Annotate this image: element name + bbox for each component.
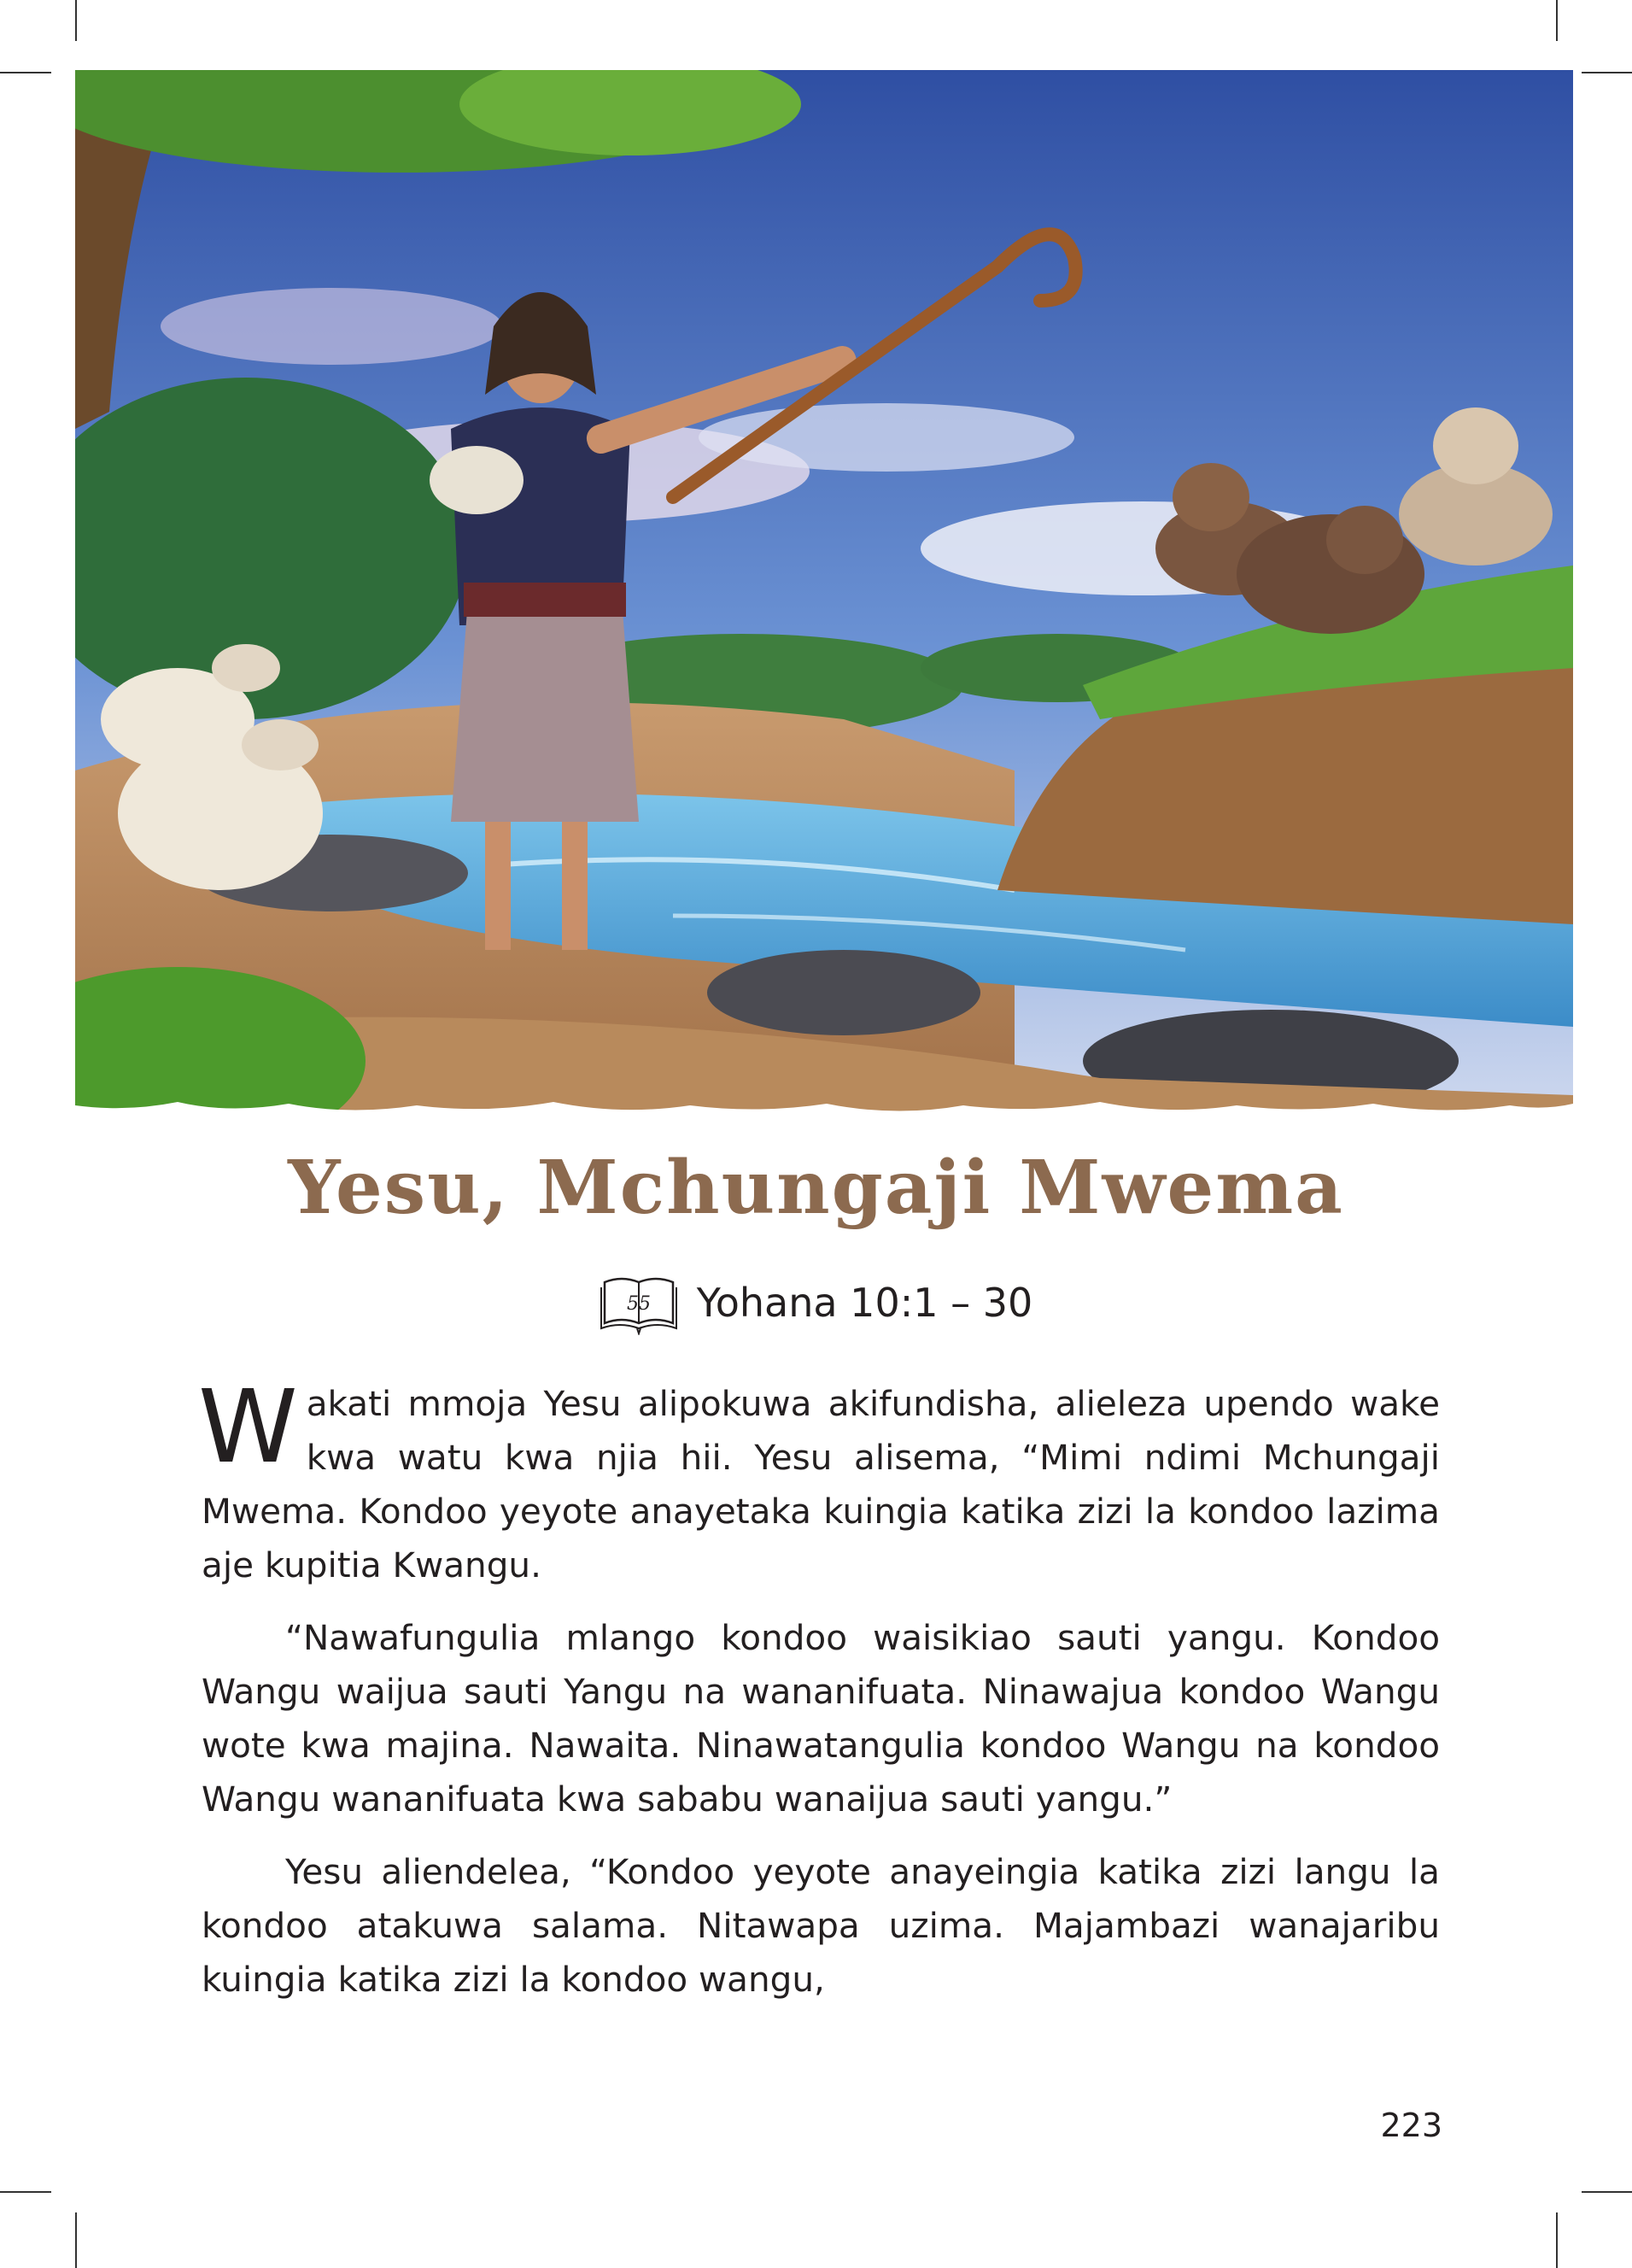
shepherd-scene-image [75, 70, 1573, 1121]
bible-book-icon [600, 1270, 678, 1335]
crop-mark [0, 2191, 51, 2193]
story-illustration [75, 70, 1573, 1121]
crop-mark [1582, 2191, 1632, 2193]
crop-mark [75, 2212, 77, 2268]
paragraph [198, 1368, 1440, 1592]
paragraph-text: akati mmoja Yesu alipokuwa akifundisha, alieleza upendo wake kwa watu kwa njia hii. Yesu alisema, “Mimi ndimi Mchungaji Mwema. Kondoo yeyote anayetaka kuingia katika zizi la kondoo lazima aje kupitia Kwangu. [202, 1383, 1440, 1585]
crop-mark [75, 0, 77, 41]
crop-mark [1556, 2212, 1558, 2268]
paragraph: Yesu aliendelea, “Kondoo yeyote anayeingia katika zizi langu la kondoo atakuwa salama. Nitawapa uzima. Majambazi wanajaribu kuingia katika zizi la kondoo wangu, [202, 1851, 1440, 2000]
crop-mark [1582, 72, 1632, 73]
reference-text: Yohana 10:1 – 30 [696, 1280, 1033, 1326]
chapter-badge: 55 [626, 1293, 651, 1315]
page-number: 223 [1380, 2107, 1442, 2144]
crop-mark [1556, 0, 1558, 41]
crop-mark [0, 72, 51, 73]
story-title: Yesu, Mchungaji Mwema [288, 1145, 1344, 1231]
story-body [198, 1368, 1440, 2025]
paragraph: “Nawafungulia mlango kondoo waisikiao sauti yangu. Kondoo Wangu waijua sauti Yangu na wananifuata. Ninawajua kondoo Wangu wote kwa majina. Nawaita. Ninawatangulia kondoo Wangu na kondoo Wangu wananifuata kwa sababu wanaijua sauti yangu.” [202, 1617, 1440, 1820]
scripture-reference [0, 1270, 1632, 1335]
drop-cap: W [198, 1368, 298, 1486]
